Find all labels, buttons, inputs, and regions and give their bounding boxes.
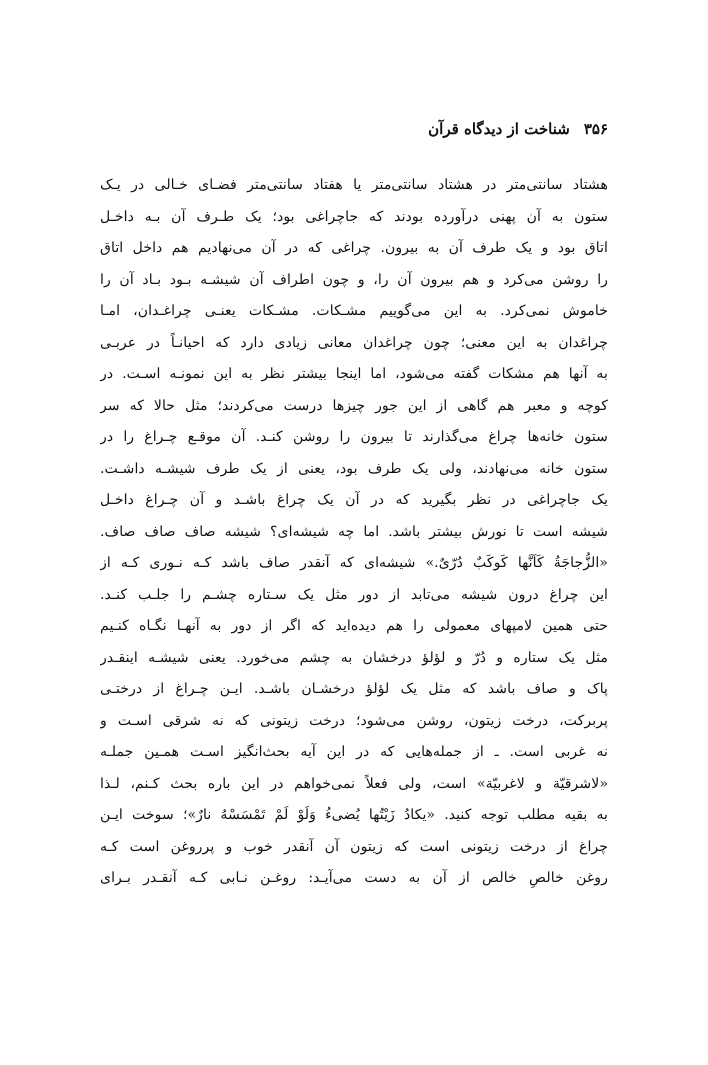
text-line: پربرکت، درخت زیتون، روشن می‌شود؛ درخت زیتونی که نه شرقی اسـت و xyxy=(100,712,608,729)
page-number: ۳۵۶ xyxy=(583,120,608,138)
running-header xyxy=(100,120,608,138)
text-line: یک جاچراغی در نظر بگیرید که در آن یک چراغ باشـد و آن چـراغ داخـل xyxy=(100,492,608,508)
text-line: به بقیه مطلب توجه کنید. «یکادُ زَیْتُها یُضیءُ وَلَوْ لَمْ تَمْسَسْهُ نارٌ»؛ سوخت ایـن xyxy=(100,807,608,823)
text-line: روغن خالصِ خالص از آن به دست می‌آیـد: روغـن نـابی کـه آنقـدر بـرای xyxy=(100,870,608,886)
text-line: این چراغ درون شیشه می‌تابد از دور مثل یک سـتاره چشـم را جلـب کنـد. xyxy=(100,586,608,603)
text-line: پاک و صاف باشد که مثل یک لؤلؤ درخشـان باشـد. ایـن چـراغ از درختـی xyxy=(100,681,608,697)
body-text xyxy=(100,170,608,895)
text-line: اتاق بود و یک طرف آن به بیرون. چراغی که در آن می‌نهادیم هم داخل اتاق xyxy=(100,240,608,256)
text-line: به آنها هم مشکات گفته می‌شود، اما اینجا بیشتر نظر به این نمونـه اسـت. در xyxy=(100,366,608,382)
text-line: ستون به آن پهنی درآورده بودند که جاچراغی بود؛ یک طـرف آن بـه داخـل xyxy=(100,208,608,225)
text-line: «الزُّجاجَةُ کَاَنَّها کَوکَبٌ دُرّیٌ.» شیشه‌ای که آنقدر صاف باشد کـه نـوری کـه از xyxy=(100,555,608,571)
text-line: نه غربی است. ـ از جمله‌هایی که در این آیه بحث‌انگیز اسـت همـین جملـه xyxy=(100,744,608,760)
header-title: شناخت از دیدگاه قرآن xyxy=(428,120,570,138)
text-line: خاموش نمی‌کرد. به این می‌گوییم مشـکات. مشـکات یعنـی چراغـدان، امـا xyxy=(100,303,608,319)
text-line: ستون خانه‌ها چراغ می‌گذارند تا بیرون را روشن کنـد. آن موقـع چـراغ را در xyxy=(100,429,608,445)
text-line: شیشه است تا نورش بیشتر باشد. اما چه شیشه‌ای؟ شیشه صاف صاف صاف. xyxy=(100,523,608,540)
text-line: را روشن می‌کرد و هم بیرون آن را، و چون اطراف آن شیشـه بـود بـاد آن را xyxy=(100,271,608,288)
text-line: «لاشرقیّة و لاغربیّة» است، ولی فعلاً نمی‌خواهم در این باره بحث کـنم، لـذا xyxy=(100,775,608,792)
text-line: کوچه و معبر هم گاهی از این جور چیزها درست می‌کردند؛ مثل حالا که سر xyxy=(100,397,608,414)
text-line: ستون خانه می‌نهادند، ولی یک طرف بود، یعنی از یک طرف شیشـه داشـت. xyxy=(100,460,608,477)
text-line: هشتاد سانتی‌متر در هشتاد سانتی‌متر یا هفتاد سانتی‌متر فضـای خـالی در یـک xyxy=(100,177,608,193)
text-line: حتی همین لامپهای معمولی را هم دیده‌اید که اگر از دور به آنهـا نگـاه کنـیم xyxy=(100,618,608,634)
text-line: مثل یک ستاره و دُرّ و لؤلؤ درخشان به چشم می‌خورد. یعنی شیشـه اینقـدر xyxy=(100,649,608,666)
text-line: چراغ از درخت زیتونی است که زیتون آن آنقدر خوب و پرروغن است کـه xyxy=(100,838,608,855)
text-line: چراغدان به این معنی؛ چون چراغدان معانی زیادی دارد که احیانـاً در عربـی xyxy=(100,334,608,351)
